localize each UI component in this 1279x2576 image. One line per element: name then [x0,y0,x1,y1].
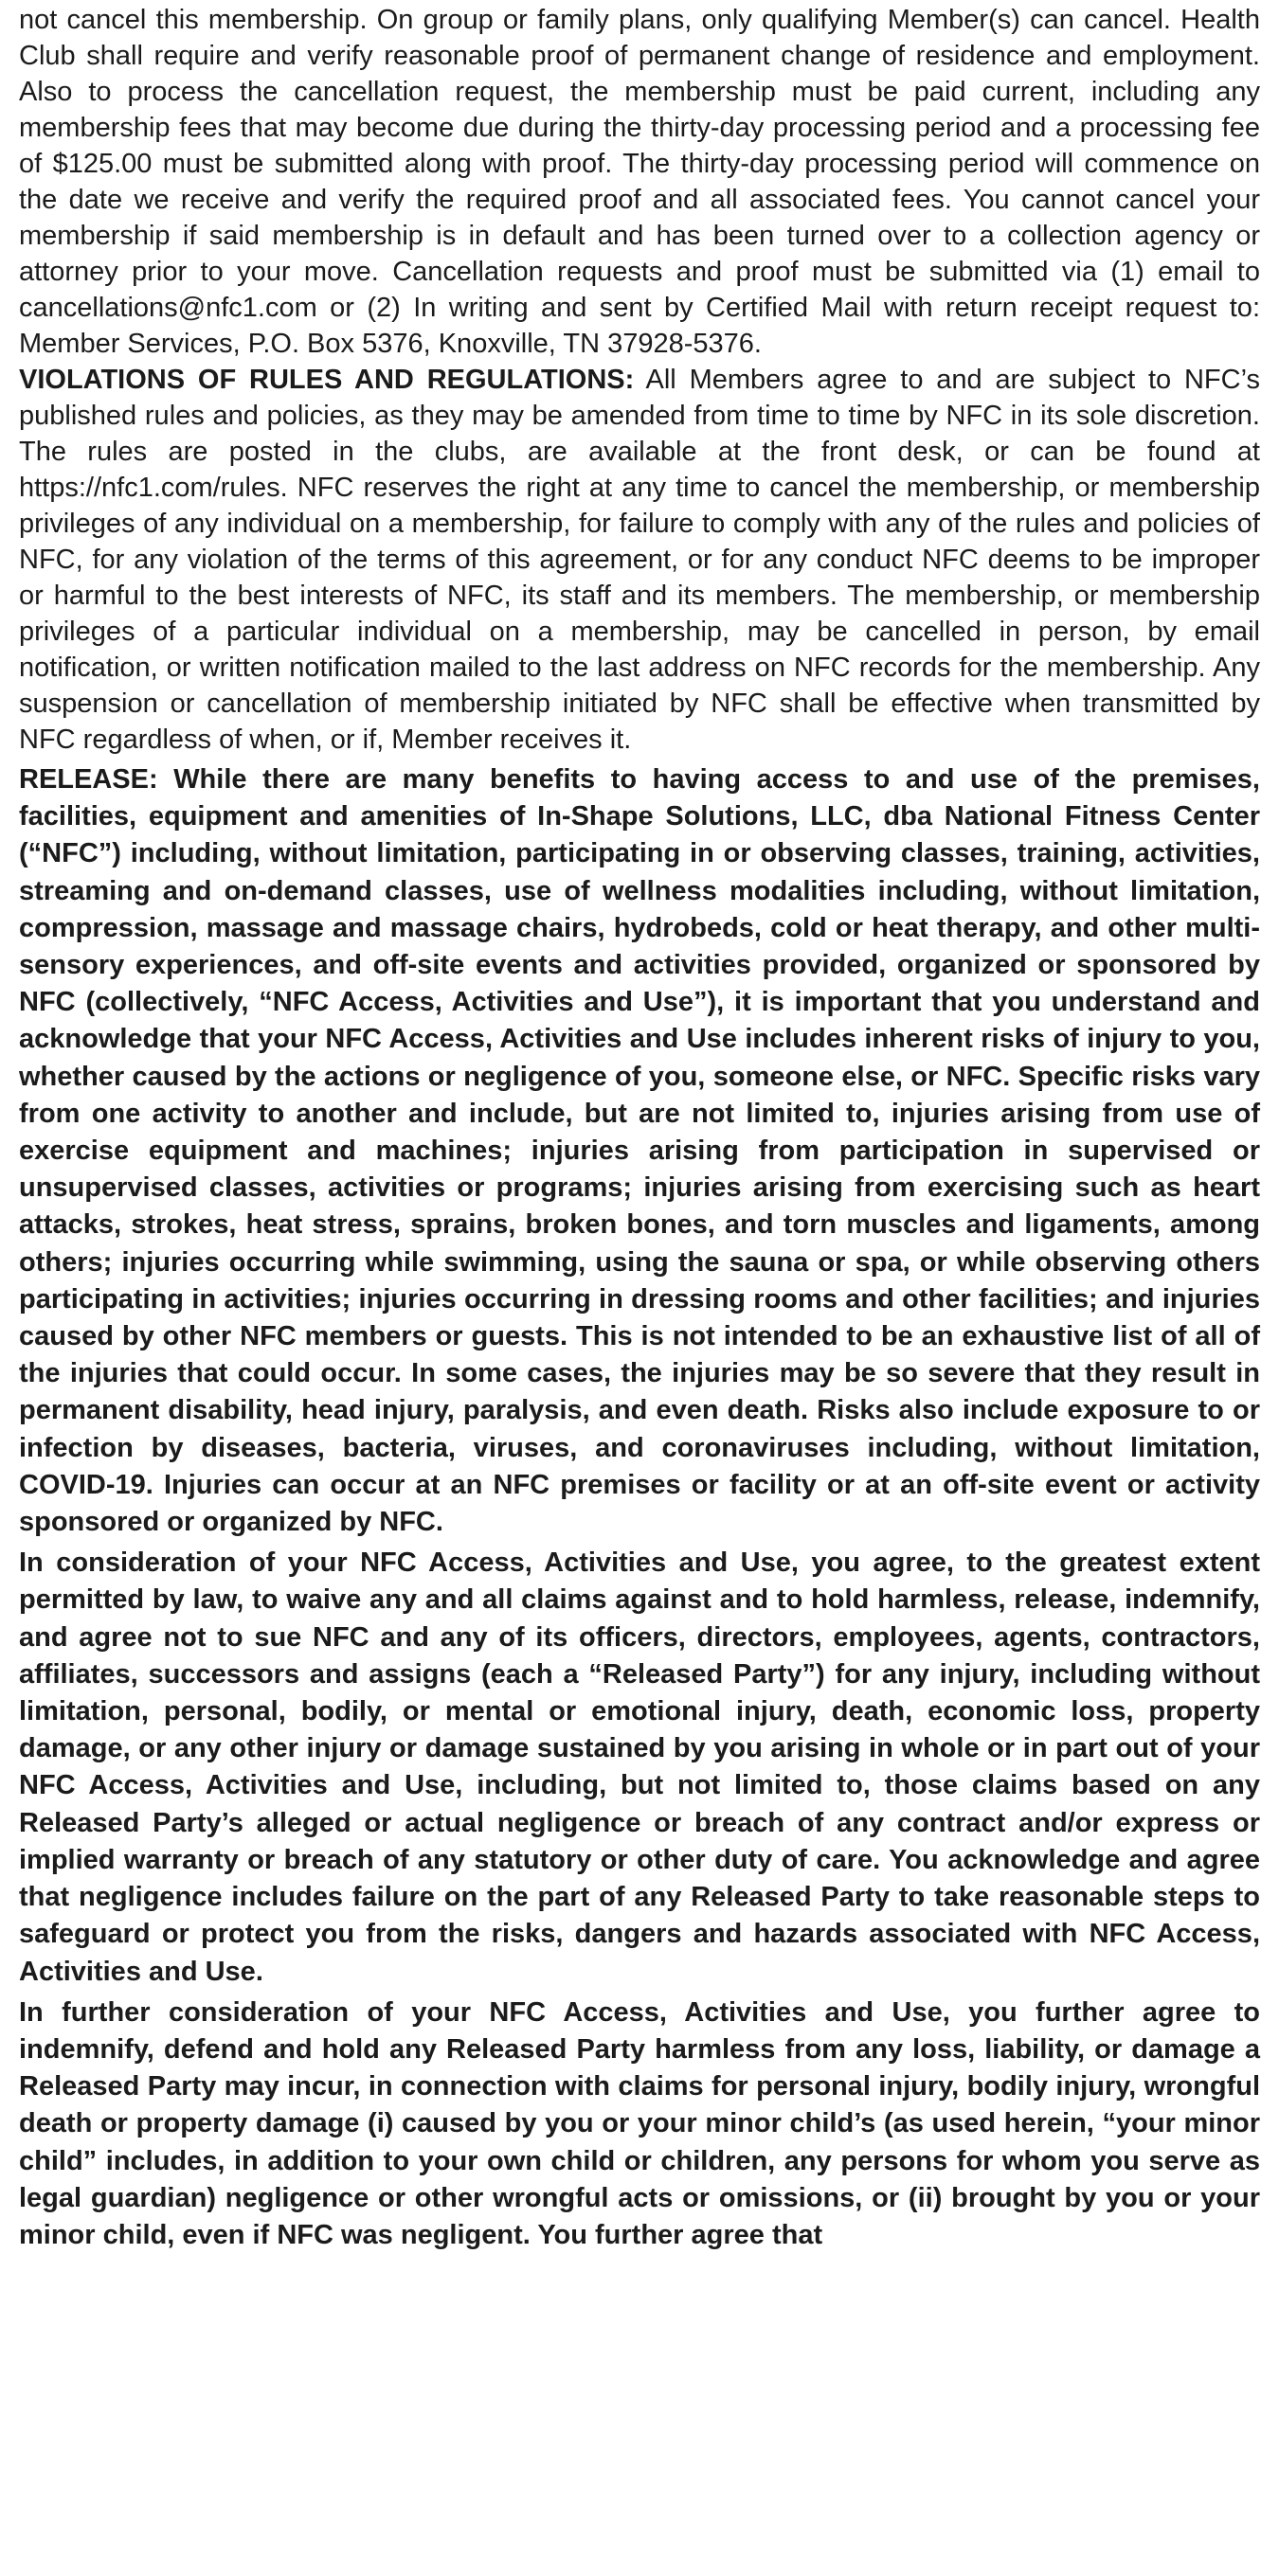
paragraph-release [19,761,1260,1541]
paragraph-text: In further consideration of your NFC Access, Activities and Use, you further agree to indemnify, defend and hold any Released Party harmless from any loss, liability, or damage a Released Party may incur, in connection with claims for personal injury, bodily injury, wrongful death or property damage (i) caused by you or your minor child’s (as used herein, “your minor child” includes, in addition to your own child or children, any persons for whom you serve as legal guardian) negligence or other wrongful acts or omissions, or (ii) brought by you or your minor child, even if NFC was negligent. You further agree that [19,1996,1260,2250]
paragraph-cancellation-continued [19,2,1260,362]
section-heading-violations: VIOLATIONS OF RULES AND REGULATIONS: [19,365,635,395]
paragraph-consideration-indemnify [19,1995,1260,2254]
paragraph-text: In consideration of your NFC Access, Activities and Use, you agree, to the greatest extent permitted by law, to waive any and all claims against and to hold harmless, release, indemnify, and agree not to sue NFC and any of its officers, directors, employees, agents, contractors, affiliates, successors and assigns (each a “Released Party”) for any injury, including without limitation, personal, bodily, or mental or emotional injury, death, economic loss, property damage, or any other injury or damage sustained by you arising in whole or in part out of your NFC Access, Activities and Use, including, but not limited to, those claims based on any Released Party’s alleged or actual negligence or breach of any contract and/or express or implied warranty or breach of any statutory or other duty of care. You acknowledge and agree that negligence includes failure on the part of any Released Party to take reasonable steps to safeguard or protect you from the risks, dangers and hazards associated with NFC Access, Activities and Use. [19,1547,1260,1987]
paragraph-consideration-waiver [19,1545,1260,1990]
paragraph-violations [19,362,1260,758]
paragraph-text: RELEASE: While there are many benefits to having access to and use of the premises, facilities, equipment and amenities of In-Shape Solutions, LLC, dba National Fitness Center (“NFC”) including, without limitation, participating in or observing classes, training, activities, streaming and on-demand classes, use of wellness modalities including, without limitation, compression, massage and massage chairs, hydrobeds, cold or heat therapy, and other multi-sensory experiences, and off-site events and activities provided, organized or sponsored by NFC (collectively, “NFC Access, Activities and Use”), it is important that you understand and acknowledge that your NFC Access, Activities and Use includes inherent risks of injury to you, whether caused by the actions or negligence of you, someone else, or NFC. Specific risks vary from one activity to another and include, but are not limited to, injuries arising from use of exercise equipment and machines; injuries arising from participation in supervised or unsupervised classes, activities or programs; injuries arising from exercising such as heart attacks, strokes, heat stress, sprains, broken bones, and torn muscles and ligaments, among others; injuries occurring while swimming, using the sauna or spa, or while observing others participating in activities; injuries occurring in dressing rooms and other facilities; and injuries caused by other NFC members or guests. This is not intended to be an exhaustive list of all of the injuries that could occur. In some cases, the injuries may be so severe that they result in permanent disability, head injury, paralysis, and even death. Risks also include exposure to or infection by diseases, bacteria, viruses, and coronaviruses including, without limitation, COVID-19. Injuries can occur at an NFC premises or facility or at an off-site event or activity sponsored or organized by NFC. [19,764,1260,1538]
paragraph-text: All Members agree to and are subject to NFC’s published rules and policies, as they may be amended from time to time by NFC in its sole discretion. The rules are posted in the clubs, are available at the front desk, or can be found at https://nfc1.com/rules. NFC reserves the right at any time to cancel the membership, or membership privileges of any individual on a membership, for failure to comply with any of the rules and policies of NFC, for any violation of the terms of this agreement, or for any conduct NFC deems to be improper or harmful to the best interests of NFC, its staff and its members. The membership, or membership privileges of a particular individual on a membership, may be cancelled in person, by email notification, or written notification mailed to the last address on NFC records for the membership. Any suspension or cancellation of membership initiated by NFC shall be effective when transmitted by NFC regardless of when, or if, Member receives it. [19,365,1260,755]
paragraph-text: not cancel this membership. On group or family plans, only qualifying Member(s) can cancel. Health Club shall require and verify reasonable proof of permanent change of residence and employment. Also to process the cancellation request, the membership must be paid current, including any membership fees that may become due during the thirty-day processing period and a processing fee of $125.00 must be submitted along with proof. The thirty-day processing period will commence on the date we receive and verify the required proof and all associated fees. You cannot cancel your membership if said membership is in default and has been turned over to a collection agency or attorney prior to your move. Cancellation requests and proof must be submitted via (1) email to cancellations@nfc1.com or (2) In writing and sent by Certified Mail with return receipt request to: Member Services, P.O. Box 5376, Knoxville, TN 37928-5376. [19,5,1260,359]
